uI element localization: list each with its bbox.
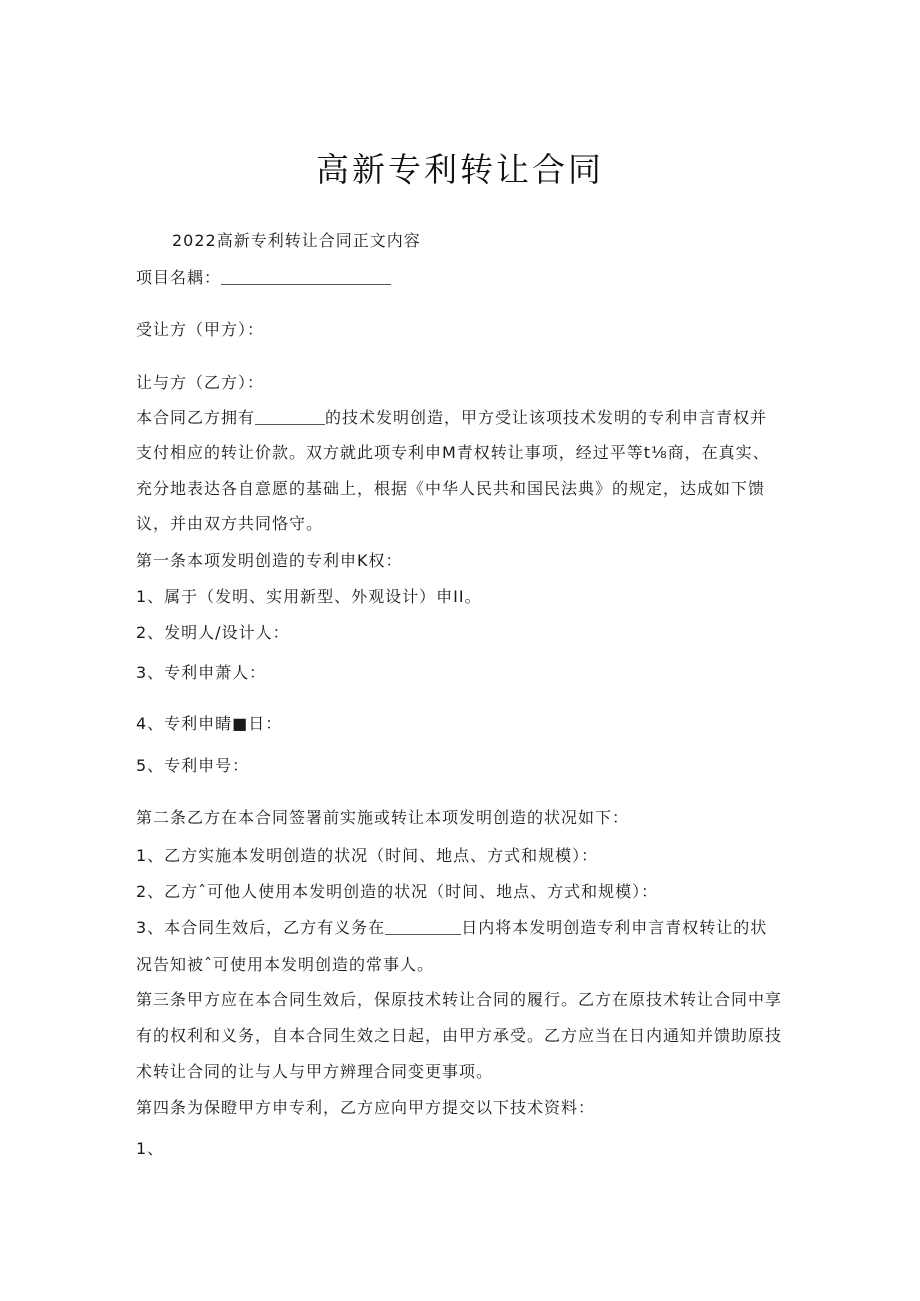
- party-b-label: 让与方（乙方）：: [136, 373, 265, 392]
- article-2-item-3-line-2: 况告知被ˆ可使用本发明创造的常事人。: [136, 955, 435, 974]
- article-3-line-1: 第三条甲方应在本合同生效后，保原技术转让合同的履行。乙方在原技术转让合同中享: [136, 990, 783, 1009]
- document-title: 高新专利转让合同: [316, 150, 604, 189]
- article-2-item-3: [136, 916, 796, 940]
- article-2-item-3-pre: 3、本合同生效后，乙方有义务在: [136, 918, 386, 937]
- article-3-line-2: 有的权利和义务，自本合同生效之日起，由甲方承受。乙方应当在日内通知并馈助原技: [136, 1026, 783, 1045]
- article-2-item-1: 1、乙方实施本发明创造的状况（时间、地点、方式和规模）：: [136, 846, 599, 865]
- article-4-heading: 第四条为保瞪甲方申专利，乙方应向甲方提交以下技术资料：: [136, 1098, 596, 1117]
- article-1-item-4: 4、专利申睛■日：: [136, 714, 283, 733]
- project-name-blank: [221, 268, 391, 285]
- technology-name-blank: [255, 408, 325, 425]
- article-1-item-5: 5、专利申号：: [136, 756, 250, 775]
- intro-line-3: 充分地表达各自意愿的基础上，根据《中华人民共和国民法典》的规定，达成如下馈: [136, 479, 766, 498]
- article-2-item-3-post: 日内将本发明创造专利申言青权转让的状: [461, 918, 768, 937]
- intro-line-1: [136, 406, 796, 430]
- article-2-item-2: 2、乙方ˆ可他人使用本发明创造的状况（时间、地点、方式和规模）：: [136, 882, 659, 901]
- intro-line-1-pre: 本合同乙方拥有: [136, 408, 256, 427]
- document-subtitle: 2022高新专利转让合同正文内容: [172, 231, 421, 250]
- article-3-line-3: 术转让合同的让与人与甲方辨理合同变更事项。: [136, 1062, 494, 1081]
- project-name-field: [136, 266, 796, 290]
- party-a-label: 受让方（甲方）：: [136, 320, 265, 339]
- article-4-item-1: 1、: [136, 1139, 165, 1158]
- article-1-item-1: 1、属于（发明、实用新型、外观设计）申II。: [136, 587, 482, 606]
- intro-line-2: 支付相应的转让价款。双方就此项专利申M青权转让事项，经过平等t⅛商，在真实、: [136, 443, 770, 462]
- days-blank: [385, 918, 461, 935]
- intro-line-1-post: 的技术发明创造，甲方受让该项技术发明的专利申言青权并: [325, 408, 768, 427]
- project-name-label: 项目名耦：: [136, 268, 222, 287]
- intro-line-4: 议，并由双方共同恪守。: [136, 514, 324, 533]
- article-1-heading: 第一条本项发明创造的专利申K权：: [136, 551, 403, 570]
- article-1-item-2: 2、发明人/设计人：: [136, 623, 290, 642]
- article-2-heading: 第二条乙方在本合同签署前实施或转让本项发明创造的状况如下：: [136, 808, 630, 827]
- article-1-item-3: 3、专利申萧人：: [136, 663, 267, 682]
